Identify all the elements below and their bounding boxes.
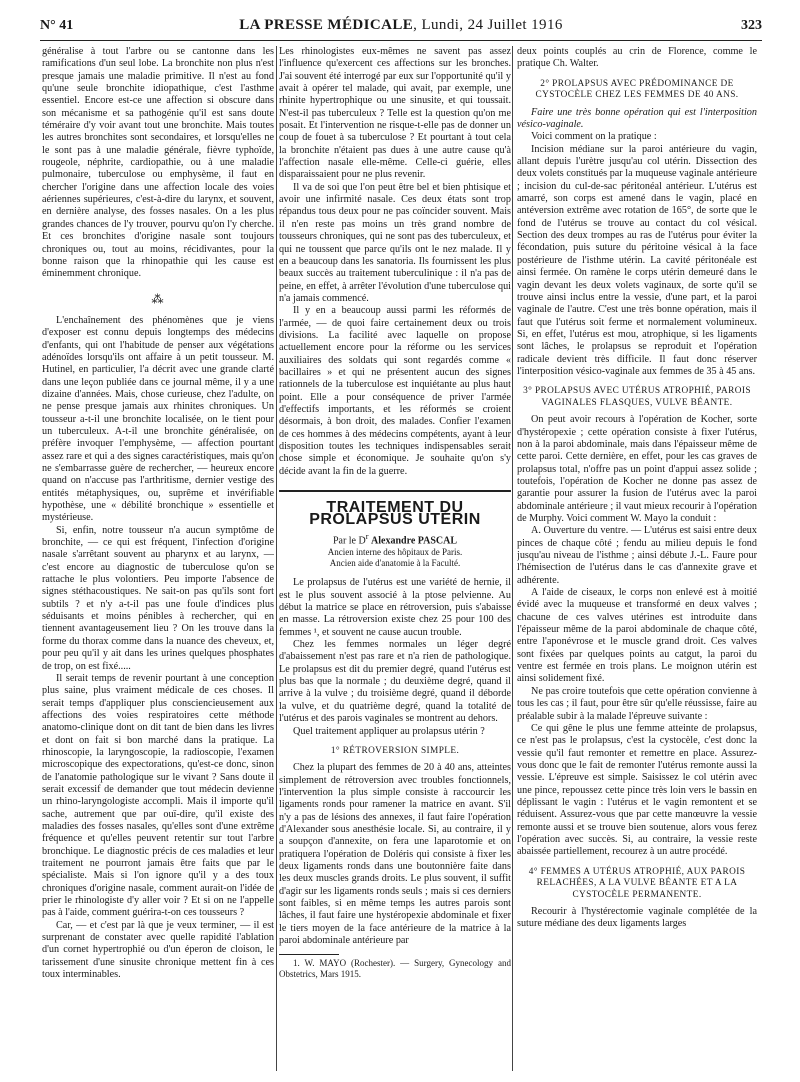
column-2: [279, 46, 511, 1071]
paragraph: A l'aide de ciseaux, le corps non enlevé est à moitié évidé avec la muqueuse et transformé en deux valves ; chacune de ces valves utérines est introduite dans l'épaisseur même de la paroi abdominale de chaque côté, entre l'aponévrose et le muscle grand droit. Ces valves sont fixées par quelques points au catgut, la paroi du ventre est fermée en trois plans. Le moignon utérin est ainsi solidement fixé.: [517, 587, 757, 685]
column-1: [42, 46, 274, 1071]
column-3: [517, 46, 757, 1071]
paragraph: Ne pas croire toutefois que cette opération convienne à tous les cas ; il faut, pour être sûr qu'elle réussisse, faire au préalable subir à la malade l'épreuve suivante :: [517, 685, 757, 722]
issue-number: N° 41: [40, 18, 74, 33]
byline-sup: r: [365, 531, 369, 541]
paragraph: Faire une très bonne opération qui est l'interposition vésico-vaginale.: [517, 106, 757, 131]
affiliation-line: Ancien aide d'anatomie à la Faculté.: [329, 558, 461, 569]
byline-prefix: Par le D: [332, 535, 366, 547]
paragraph: deux points couplés au crin de Florence, comme le pratique Ch. Walter.: [517, 46, 757, 70]
article-heading: [279, 490, 511, 569]
paragraph: Incision médiane sur la paroi antérieure du vagin, allant depuis l'urètre jusqu'au col utérin. Dissection des deux volets constitués par la muqueuse vaginale antérieure ; incision du cul-de-sac péritonéal antérieur. L'utérus est amarré, son corps est amené dans le vagin, placé en antéversion extrême avec rotation de 165°, de sorte que le fond de l'utérus se trouve au contact du col vésical. Section des deux trompes au ras de l'utérus pour éviter la fécondation, puis suture du péritoine vésical à la face postérieure de l'isthme utérin. La cavité péritonéale est ainsi fermée. On ramène le corps utérin demeuré dans le vagin devant les deux volets vaginaux, de sorte qu'il se trouve ainsi inclus entre la vessie, d'une part, et la paroi vaginale de l'autre. C'est une très bonne opération, mais il faut que l'utérus soit ferme et normalement volumineux. Si, en effet, l'utérus est mou, atrophique, si les ligaments sont lâches, le prolapsus se reproduit et l'opération radicale devient très difficile. Il faut donc réserver l'interposition vésico-vaginale aux femmes de 35 à 45 ans.: [517, 143, 757, 377]
footnote: 1. W. MAYO (Rochester). — Surgery, Gynecology and Obstetrics, Mars 1915.: [279, 957, 511, 979]
paragraph: généralise à tout l'arbre ou se cantonne dans les ramifications d'un seul lobe. La bronchite non plus n'est presque jamais une maladie primitive. Il n'est au fond qu'une seule bronchite idiopathique, c'est l'asthme essentiel. Encore est-ce une affection si obscure dans son mécanisme et sa pathogénie qu'il est sans doute téméraire d'y voir avant tout une bronchite. Mais toutes les autres bronchites sont secondaires, et lorsqu'elles ne le sont pas à une maladie générale, fièvre typhoïde, rougeole, néphrite, cardiopathie, ou à une maladie pulmonaire, tuberculose ou emphysème, il faut en chercher l'origine dans une affection locale des voies aériennes supérieures, c'est-à-dire du larynx, et souvent, en dernière analyse, des fosses nasales. On a les plus grandes chances de l'y trouver, pourvu qu'on l'y cherche. Et ces bronchites d'origine nasale sont toujours chroniques ou, tout au moins, récidivantes, pour la bonne raison que la rhinopathie qui les cause est éminemment chronique.: [42, 46, 274, 280]
author-name: Alexandre PASCAL: [371, 535, 458, 547]
paragraph: A. Ouverture du ventre. — L'utérus est saisi entre deux pinces de chaque côté ; fendu au milieu depuis le fond jusqu'au niveau de l'isthme ; ainsi débute J.-L. Faure pour l'hémisection de l'utérus dans le cas d'annexite grave et adhérente.: [517, 525, 757, 586]
page-number: 323: [741, 18, 762, 33]
section-heading: 4° FEMMES A UTÉRUS ATROPHIÉ, AUX PAROIS RELACHÉES, A LA VULVE BÉANTE ET A LA CYSTOCÈLE PERMANENTE.: [528, 866, 746, 900]
paragraph: Il y en a beaucoup aussi parmi les réformés de l'armée, — de quoi faire certainement deux ou trois divisions. La facilité avec laquelle on propose actuellement encore pour la réforme ou les services auxiliaires des soldats qui sont regardés comme « bacillaires » et qui ne présentent aucun des signes rationnels de la tuberculose est inquiétante au plus haut point. Elle a pour conséquence de priver l'armée d'effectifs importants, et les réformés se croient désormais, à bon droit, des malades. Confier l'examen de ces hommes à des médecins compétents, ayant à leur disposition toutes les techniques indispensables serait chose simple et économique. Je souhaite qu'on s'y décide avant la fin de la guerre.: [279, 305, 511, 477]
article-title: TRAITEMENT DU PROLAPSUS UTÉRIN: [309, 499, 481, 529]
column-separator: [512, 46, 513, 1071]
paragraph: L'enchaînement des phénomènes que je viens d'exposer est connu depuis longtemps des médecins d'enfants, qui ont l'habitude de penser aux végétations adénoïdes lorsqu'ils ont affaire à un petit tousseur. M. Hutinel, en particulier, l'a décrit avec une grande clarté dans une leçon publiée dans ce journal même, il y a une dizaine d'années. Mais, chose curieuse, chez l'adulte, on ne pense presque jamais aux rhinites chroniques. Un tousseur a-t-il une bronchite localisée, on le tient pour un tuberculeux. A-t-il une bronchite généralisée, on préfère invoquer l'emphysème, — affection pourtant assez rare et qui a des signes caractéristiques, mais qu'on ne s'embarrasse guère de rechercher, — heureux encore quand on n'accuse pas l'arthritisme, dernier vestige des entités métaphysiques, ou, suprême et invérifiable hypothèse, une « débilité bronchique » essentielle et mystérieuse.: [42, 314, 274, 524]
paragraph: Il va de soi que l'on peut être bel et bien phtisique et avoir une infirmité nasale. Ces deux états sont trop répandus tous deux pour ne pas coïncider souvent. Mais il n'en reste pas moins un très grand nombre de tousseurs chroniques, qui ne sont pas des tuberculeux, et qui ne toussent que parce qu'ils ont le nez malade. Il y en a beaucoup dans les sanatoria. Ils fournissent les plus beaux succès au traitement tuberculinique : il n'a pas de peine, en effet, à arrêter l'évolution d'une tuberculose qui n'a jamais commencé.: [279, 181, 511, 304]
affiliation-line: Ancien interne des hôpitaux de Paris.: [327, 547, 463, 558]
paragraph: On peut avoir recours à l'opération de Kocher, sorte d'hystéropexie ; cette opération consiste à fixer l'utérus, non à la paroi abdominale, mais dans l'épaisseur même de cette paroi. Cette dernière, en effet, pour les cas graves de prolapsus total, n'offre pas un point d'appui assez solide ; toutefois, l'opération de Kocher ne donne pas assez de garantie pour assurer la fusion de l'utérus avec la paroi abdominale antérieure ; il vaut mieux recourir à l'opération de Murphy. Voici comment W. Mayo la conduit :: [517, 414, 757, 524]
section-stars: ⁂: [151, 291, 165, 306]
author-affiliation: [279, 547, 511, 569]
section-heading: 3° PROLAPSUS AVEC UTÉRUS ATROPHIÉ, PAROIS VAGINALES FLASQUES, VULVE BÉANTE.: [523, 386, 751, 408]
paragraph: Voici comment on la pratique :: [531, 131, 657, 143]
header-rule: [40, 40, 762, 41]
paragraph: Si, enfin, notre tousseur n'a aucun symptôme de bronchite, — ce qui est fréquent, l'infection d'origine nasale s'arrêtant souvent au pharynx et au larynx, — c'est encore au diagnostic de tuberculose qu'on se rattache le plus volontiers. Peu importe l'absence de signes stéthacoustiques. Ne sait-on pas qu'ils sont fort subtils ? et n'y a-t-il pas une foule d'indices plus séduisants et moins pénibles à rechercher, qui en tiennent avantageusement lieu ? On les trouve dans la forme du thorax comme dans la nuance des cheveux, et, pour peu qu'il y ait dans les urines quelques phosphates de trop, on est fixé.....: [42, 524, 274, 672]
paragraph: Car, — et c'est par là que je veux terminer, — il est surprenant de constater avec quelle rapidité l'ablation d'un cornet hypertrophié ou d'un éperon de cloison, le tarissement d'une sinusite chronique mettent fin à ces toux interminables.: [42, 919, 274, 981]
column-separator: [276, 46, 277, 1071]
journal-name: LA PRESSE MÉDICALE: [239, 17, 414, 33]
paragraph: Le prolapsus de l'utérus est une variété de hernie, il est le plus souvent associé à la ptose pelvienne. Au début la matrice se place en rétroversion, puis s'abaisse en masse. La rétroversion existe chez 25 pour 100 des femmes ¹, et souvent ne cause aucun trouble.: [279, 577, 511, 638]
paragraph: Les rhinologistes eux-mêmes ne savent pas assez l'influence qu'exercent ces affections sur les bronches. J'ai souvent été interrogé par eux sur l'opportunité qu'il y avait à opérer tel malade, qui avait, par exemple, une rhinite hypertrophique ou une sinusite, et qui toussait. N'est-il pas tuberculeux ? Telle est la question qu'on me posait. Et l'intervention ne risque-t-elle pas de donner un coup de fouet à sa tuberculose ? Et pourtant à tout cela la bronchite n'étaient pas dues à une autre cause qu'à l'affection nasale elle-même. Celle-ci guérie, elles disparaissaient pour ne plus revenir.: [279, 46, 511, 181]
paragraph: Quel traitement appliquer au prolapsus utérin ?: [293, 725, 485, 737]
paragraph: Chez les femmes normales un léger degré d'abaissement n'est pas rare et n'a rien de pathologique. Le prolapsus est dit du premier degré, quand l'utérus est plus bas que la normale ; du deuxième degré, quand il arrive à la vulve ; du troisième degré, quand il déborde la vulve, et du quatrième degré, quand la totalité de l'utérus et des parois vaginales se montrent au dehors.: [279, 639, 511, 725]
paragraph: Chez la plupart des femmes de 20 à 40 ans, atteintes simplement de rétroversion avec troubles fonctionnels, l'intervention la plus simple consiste à raccourcir les ligaments ronds pour ramener la matrice en avant. S'il n'y a pas de lésions des annexes, il faut faire l'opération d'Alexander sous anesthésie locale. Si, au contraire, il y a soupçon d'annexite, on fera une laparotomie et on pratiquera l'opération de Doléris qui consiste à fixer les deux ligaments ronds dans une boutonnière faite dans les deux muscles grands droits. Le plus souvent, il suffit d'agir sur les ligaments ronds seuls ; mais si ces derniers sont faibles, si en même temps les autres parois sont lâches, il faut faire une hystéropexie abdominale et fixer le tiers moyen de la face antérieure de la matrice à la paroi abdominale antérieure par: [279, 762, 511, 947]
article-byline: [279, 531, 511, 548]
journal-title: [40, 17, 762, 34]
paragraph: Recourir à l'hystérectomie vaginale complétée de la suture médiane des deux ligaments larges: [517, 906, 757, 930]
page-header: [40, 14, 762, 40]
paragraph: Il serait temps de revenir pourtant à une conception plus saine, plus vraiment médicale de ces choses. Il serait temps d'appliquer plus consciencieusement aux affections des voies respiratoires cette méthode anatomo-clinique dont on dit tant de bien dans les livres et dont on fait si bon marché dans la pratique. La rhinoscopie, la laryngoscopie, la radioscopie, l'examen microscopique des expectorations, qu'est-ce donc, sinon de l'anatomie pathologique sur le vivant ? Sans doute il serait excessif de demander que tout médecin devienne un rhino-laryngologiste accompli. Mais il importe qu'il sache, autrement que par ouï-dire, qu'il existe des maladies des fosses nasales, qu'elles sont d'une extrême fréquence et qu'elles peuvent retentir sur tout l'arbre bronchique. Le diagnostic précis de ces maladies et leur traitement ne pourront jamais être faits que par le spécialiste. Mais si l'on ignore qu'il y a des toux chroniques d'origine nasale, comment aurait-on l'idée de prier le rhinologiste d'y aller voir ? Et si on ne l'appelle pas à l'aide, comment guérira-t-on ces tousseurs ?: [42, 672, 274, 919]
footnote-rule: [279, 954, 339, 955]
section-heading: 1° RÉTROVERSION SIMPLE.: [330, 745, 460, 756]
paragraph: Ce qui gêne le plus une femme atteinte de prolapsus, ce n'est pas le prolapsus, c'est la cystocèle, c'est donc la vessie qu'il faut remonter et remettre en place. Assurez-vous donc que le fait de remonter l'utérus remonte aussi la vessie. L'épreuve est simple. Saisissez le col utérin avec une pince, repoussez cette pince très loin vers le bassin en déplissant le vagin : l'utérus et le vagin remontent et se réduisent. Assurez-vous que par cette manœuvre la vessie remonte aussi et se trouve bien soutenue, alors vous ferez l'opération avec succès. Si, au contraire, la vessie reste abaissée partiellement, recourez à un autre procédé.: [517, 722, 757, 858]
section-heading: 2° PROLAPSUS AVEC PRÉDOMINANCE DE CYSTOCÈLE CHEZ LES FEMMES DE 40 ANS.: [535, 78, 739, 101]
issue-date: , Lundi, 24 Juillet 1916: [413, 17, 563, 33]
